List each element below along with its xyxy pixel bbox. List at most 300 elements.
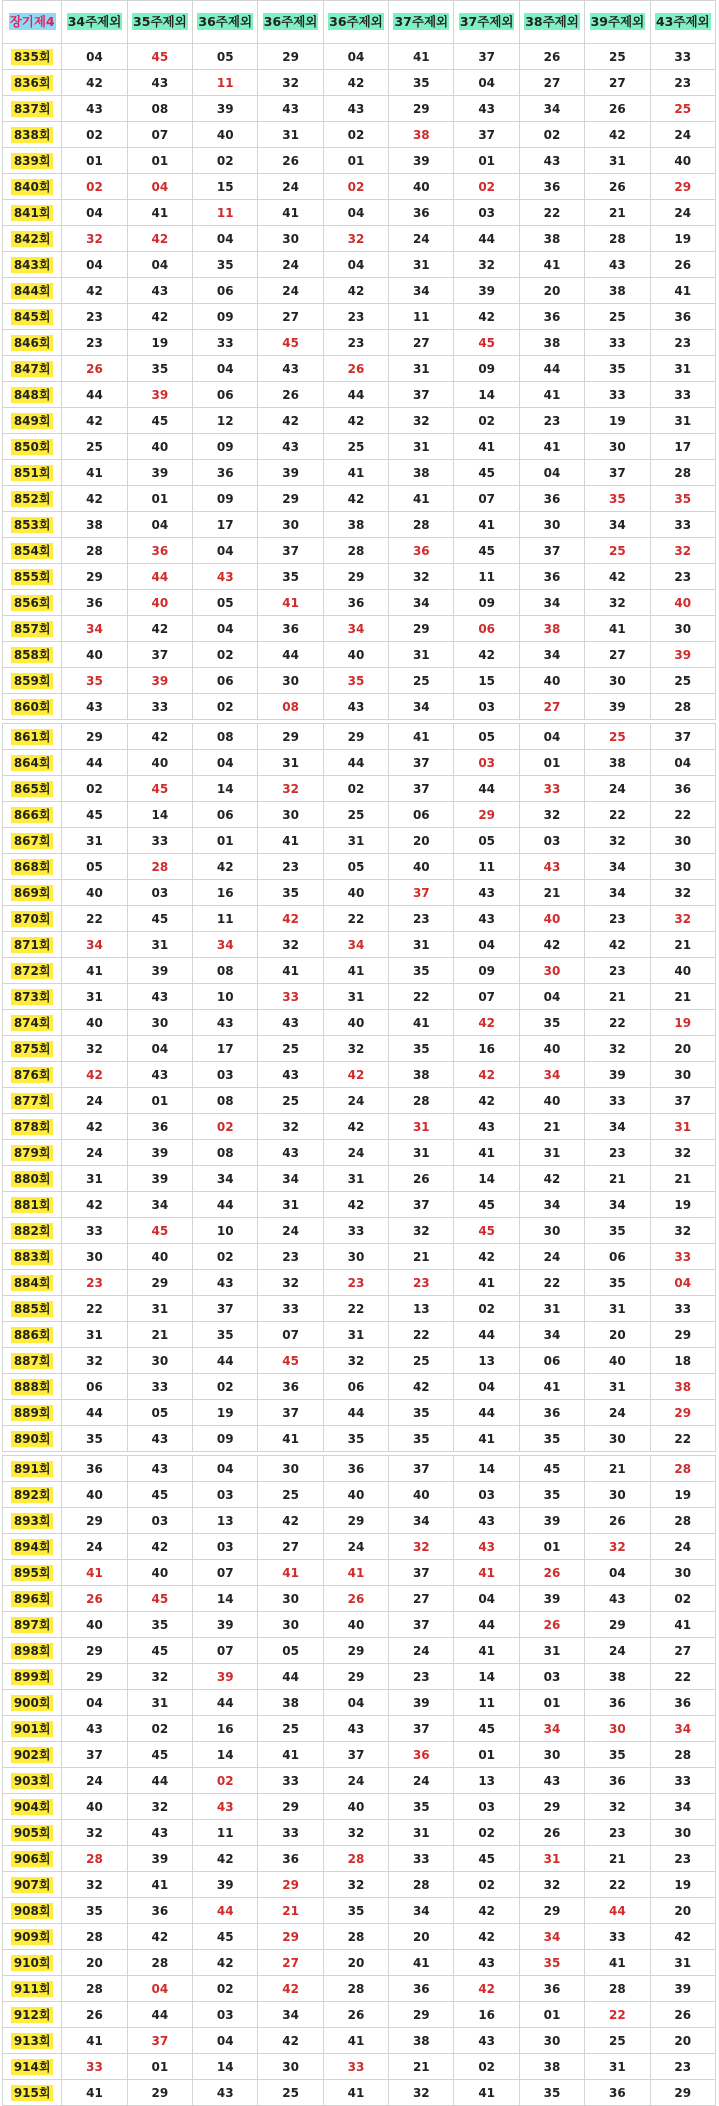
value-cell[interactable]: 44 xyxy=(323,382,388,408)
value-cell[interactable]: 33 xyxy=(650,1768,715,1794)
value-cell[interactable]: 14 xyxy=(127,802,192,828)
value-cell[interactable]: 01 xyxy=(519,2002,584,2028)
value-cell[interactable]: 06 xyxy=(585,1244,650,1270)
round-cell[interactable] xyxy=(3,1296,62,1322)
value-cell[interactable]: 34 xyxy=(585,880,650,906)
value-cell[interactable]: 07 xyxy=(454,486,519,512)
value-cell[interactable]: 34 xyxy=(323,616,388,642)
value-cell[interactable]: 32 xyxy=(650,1140,715,1166)
round-cell[interactable] xyxy=(3,148,62,174)
value-cell[interactable]: 29 xyxy=(258,486,323,512)
value-cell[interactable]: 33 xyxy=(650,1296,715,1322)
round-cell[interactable] xyxy=(3,2002,62,2028)
value-cell[interactable]: 32 xyxy=(323,226,388,252)
value-cell[interactable]: 30 xyxy=(585,1482,650,1508)
value-cell[interactable]: 31 xyxy=(585,1296,650,1322)
value-cell[interactable]: 43 xyxy=(323,96,388,122)
value-cell[interactable]: 35 xyxy=(519,2080,584,2106)
round-cell[interactable] xyxy=(3,854,62,880)
value-cell[interactable]: 19 xyxy=(650,1010,715,1036)
value-cell[interactable]: 37 xyxy=(389,776,454,802)
value-cell[interactable]: 39 xyxy=(193,1664,258,1690)
value-cell[interactable]: 34 xyxy=(650,1716,715,1742)
value-cell[interactable]: 38 xyxy=(389,2028,454,2054)
value-cell[interactable]: 35 xyxy=(323,1426,388,1452)
value-cell[interactable]: 09 xyxy=(193,486,258,512)
value-cell[interactable]: 43 xyxy=(454,2028,519,2054)
value-cell[interactable]: 19 xyxy=(650,1872,715,1898)
value-cell[interactable]: 32 xyxy=(323,1820,388,1846)
value-cell[interactable]: 02 xyxy=(62,122,127,148)
value-cell[interactable]: 17 xyxy=(193,512,258,538)
value-cell[interactable]: 42 xyxy=(519,932,584,958)
value-cell[interactable]: 40 xyxy=(519,1036,584,1062)
value-cell[interactable]: 29 xyxy=(585,1612,650,1638)
value-cell[interactable]: 01 xyxy=(127,148,192,174)
value-cell[interactable]: 04 xyxy=(127,174,192,200)
value-cell[interactable]: 21 xyxy=(585,200,650,226)
round-cell[interactable] xyxy=(3,460,62,486)
value-cell[interactable]: 32 xyxy=(389,1218,454,1244)
value-cell[interactable]: 04 xyxy=(454,1586,519,1612)
value-cell[interactable]: 45 xyxy=(127,1638,192,1664)
value-cell[interactable]: 23 xyxy=(650,2054,715,2080)
value-cell[interactable]: 26 xyxy=(519,1820,584,1846)
value-cell[interactable]: 04 xyxy=(193,616,258,642)
value-cell[interactable]: 37 xyxy=(193,1296,258,1322)
value-cell[interactable]: 32 xyxy=(389,564,454,590)
value-cell[interactable]: 33 xyxy=(127,694,192,720)
value-cell[interactable]: 35 xyxy=(127,1612,192,1638)
value-cell[interactable]: 01 xyxy=(127,1088,192,1114)
value-cell[interactable]: 43 xyxy=(323,1716,388,1742)
value-cell[interactable]: 40 xyxy=(62,1612,127,1638)
value-cell[interactable]: 43 xyxy=(323,694,388,720)
value-cell[interactable]: 44 xyxy=(258,642,323,668)
value-cell[interactable]: 41 xyxy=(323,958,388,984)
value-cell[interactable]: 43 xyxy=(127,1456,192,1482)
round-cell[interactable] xyxy=(3,1664,62,1690)
value-cell[interactable]: 24 xyxy=(389,226,454,252)
value-cell[interactable]: 29 xyxy=(127,2080,192,2106)
value-cell[interactable]: 42 xyxy=(454,1088,519,1114)
value-cell[interactable]: 22 xyxy=(650,1664,715,1690)
round-cell[interactable] xyxy=(3,70,62,96)
value-cell[interactable]: 03 xyxy=(454,1794,519,1820)
value-cell[interactable]: 06 xyxy=(193,278,258,304)
value-cell[interactable]: 44 xyxy=(127,564,192,590)
value-cell[interactable]: 32 xyxy=(585,1534,650,1560)
value-cell[interactable]: 43 xyxy=(193,1794,258,1820)
value-cell[interactable]: 42 xyxy=(650,1924,715,1950)
value-cell[interactable]: 42 xyxy=(62,1062,127,1088)
value-cell[interactable]: 35 xyxy=(389,70,454,96)
value-cell[interactable]: 24 xyxy=(258,174,323,200)
value-cell[interactable]: 40 xyxy=(650,148,715,174)
value-cell[interactable]: 41 xyxy=(650,1612,715,1638)
value-cell[interactable]: 43 xyxy=(62,96,127,122)
value-cell[interactable]: 28 xyxy=(62,1976,127,2002)
value-cell[interactable]: 30 xyxy=(650,828,715,854)
value-cell[interactable]: 10 xyxy=(193,984,258,1010)
value-cell[interactable]: 30 xyxy=(127,1010,192,1036)
value-cell[interactable]: 42 xyxy=(323,278,388,304)
value-cell[interactable]: 37 xyxy=(389,1192,454,1218)
value-cell[interactable]: 43 xyxy=(585,1586,650,1612)
value-cell[interactable]: 30 xyxy=(650,854,715,880)
value-cell[interactable]: 44 xyxy=(454,1612,519,1638)
value-cell[interactable]: 34 xyxy=(519,1322,584,1348)
value-cell[interactable]: 28 xyxy=(127,854,192,880)
value-cell[interactable]: 39 xyxy=(389,148,454,174)
value-cell[interactable]: 30 xyxy=(127,1348,192,1374)
value-cell[interactable]: 35 xyxy=(389,1426,454,1452)
value-cell[interactable]: 30 xyxy=(519,958,584,984)
value-cell[interactable]: 36 xyxy=(389,1976,454,2002)
value-cell[interactable]: 39 xyxy=(127,958,192,984)
value-cell[interactable]: 39 xyxy=(193,96,258,122)
value-cell[interactable]: 39 xyxy=(127,1846,192,1872)
value-cell[interactable]: 31 xyxy=(323,1166,388,1192)
round-cell[interactable] xyxy=(3,1322,62,1348)
value-cell[interactable]: 42 xyxy=(585,564,650,590)
value-cell[interactable]: 26 xyxy=(323,1586,388,1612)
value-cell[interactable]: 42 xyxy=(62,1114,127,1140)
value-cell[interactable]: 42 xyxy=(454,1010,519,1036)
value-cell[interactable]: 13 xyxy=(193,1508,258,1534)
value-cell[interactable]: 41 xyxy=(454,2080,519,2106)
value-cell[interactable]: 30 xyxy=(62,1244,127,1270)
value-cell[interactable]: 07 xyxy=(127,122,192,148)
value-cell[interactable]: 01 xyxy=(127,2054,192,2080)
value-cell[interactable]: 02 xyxy=(454,1872,519,1898)
round-cell[interactable] xyxy=(3,1010,62,1036)
value-cell[interactable]: 32 xyxy=(585,1794,650,1820)
value-cell[interactable]: 30 xyxy=(585,434,650,460)
value-cell[interactable]: 26 xyxy=(323,2002,388,2028)
value-cell[interactable]: 43 xyxy=(519,148,584,174)
value-cell[interactable]: 42 xyxy=(519,1166,584,1192)
value-cell[interactable]: 24 xyxy=(258,278,323,304)
value-cell[interactable]: 38 xyxy=(650,1374,715,1400)
value-cell[interactable]: 40 xyxy=(323,642,388,668)
value-cell[interactable]: 21 xyxy=(258,1898,323,1924)
value-cell[interactable]: 31 xyxy=(389,642,454,668)
value-cell[interactable]: 05 xyxy=(193,590,258,616)
value-cell[interactable]: 04 xyxy=(127,512,192,538)
value-cell[interactable]: 42 xyxy=(62,1192,127,1218)
value-cell[interactable]: 06 xyxy=(193,802,258,828)
value-cell[interactable]: 29 xyxy=(62,724,127,750)
round-cell[interactable] xyxy=(3,750,62,776)
value-cell[interactable]: 30 xyxy=(585,668,650,694)
value-cell[interactable]: 29 xyxy=(323,724,388,750)
value-cell[interactable]: 35 xyxy=(585,486,650,512)
column-header[interactable] xyxy=(454,1,519,44)
value-cell[interactable]: 11 xyxy=(454,564,519,590)
value-cell[interactable]: 11 xyxy=(193,906,258,932)
value-cell[interactable]: 43 xyxy=(585,252,650,278)
value-cell[interactable]: 42 xyxy=(127,1924,192,1950)
value-cell[interactable]: 41 xyxy=(389,486,454,512)
value-cell[interactable]: 41 xyxy=(323,2028,388,2054)
value-cell[interactable]: 13 xyxy=(454,1348,519,1374)
value-cell[interactable]: 13 xyxy=(389,1296,454,1322)
value-cell[interactable]: 14 xyxy=(193,776,258,802)
value-cell[interactable]: 29 xyxy=(519,1898,584,1924)
value-cell[interactable]: 36 xyxy=(62,1456,127,1482)
round-cell[interactable] xyxy=(3,2054,62,2080)
value-cell[interactable]: 36 xyxy=(650,304,715,330)
value-cell[interactable]: 45 xyxy=(454,1192,519,1218)
round-cell[interactable] xyxy=(3,932,62,958)
value-cell[interactable]: 21 xyxy=(127,1322,192,1348)
value-cell[interactable]: 32 xyxy=(650,880,715,906)
value-cell[interactable]: 04 xyxy=(193,538,258,564)
value-cell[interactable]: 44 xyxy=(193,1192,258,1218)
value-cell[interactable]: 07 xyxy=(258,1322,323,1348)
value-cell[interactable]: 33 xyxy=(193,330,258,356)
value-cell[interactable]: 03 xyxy=(127,1508,192,1534)
value-cell[interactable]: 29 xyxy=(650,1400,715,1426)
round-cell[interactable] xyxy=(3,356,62,382)
value-cell[interactable]: 43 xyxy=(519,1768,584,1794)
value-cell[interactable]: 33 xyxy=(585,1924,650,1950)
value-cell[interactable]: 39 xyxy=(193,1612,258,1638)
value-cell[interactable]: 40 xyxy=(323,1612,388,1638)
value-cell[interactable]: 43 xyxy=(258,1062,323,1088)
value-cell[interactable]: 05 xyxy=(323,854,388,880)
value-cell[interactable]: 11 xyxy=(454,854,519,880)
value-cell[interactable]: 22 xyxy=(650,802,715,828)
value-cell[interactable]: 32 xyxy=(258,1270,323,1296)
value-cell[interactable]: 14 xyxy=(454,382,519,408)
value-cell[interactable]: 29 xyxy=(258,1872,323,1898)
value-cell[interactable]: 33 xyxy=(519,776,584,802)
value-cell[interactable]: 23 xyxy=(519,408,584,434)
value-cell[interactable]: 45 xyxy=(454,460,519,486)
value-cell[interactable]: 04 xyxy=(585,1560,650,1586)
value-cell[interactable]: 29 xyxy=(62,1638,127,1664)
value-cell[interactable]: 04 xyxy=(193,2028,258,2054)
value-cell[interactable]: 45 xyxy=(127,1482,192,1508)
value-cell[interactable]: 02 xyxy=(323,174,388,200)
value-cell[interactable]: 08 xyxy=(193,1088,258,1114)
value-cell[interactable]: 41 xyxy=(62,2080,127,2106)
value-cell[interactable]: 34 xyxy=(258,1166,323,1192)
value-cell[interactable]: 23 xyxy=(585,1140,650,1166)
value-cell[interactable]: 23 xyxy=(585,958,650,984)
value-cell[interactable]: 25 xyxy=(585,538,650,564)
value-cell[interactable]: 26 xyxy=(585,1508,650,1534)
value-cell[interactable]: 41 xyxy=(258,1742,323,1768)
value-cell[interactable]: 43 xyxy=(519,854,584,880)
value-cell[interactable]: 41 xyxy=(127,200,192,226)
value-cell[interactable]: 38 xyxy=(519,616,584,642)
value-cell[interactable]: 36 xyxy=(389,538,454,564)
value-cell[interactable]: 45 xyxy=(258,330,323,356)
column-header[interactable] xyxy=(323,1,388,44)
value-cell[interactable]: 32 xyxy=(258,1114,323,1140)
value-cell[interactable]: 31 xyxy=(519,1846,584,1872)
value-cell[interactable]: 33 xyxy=(127,1374,192,1400)
value-cell[interactable]: 32 xyxy=(62,1036,127,1062)
round-cell[interactable] xyxy=(3,434,62,460)
value-cell[interactable]: 33 xyxy=(650,512,715,538)
round-cell[interactable] xyxy=(3,1768,62,1794)
round-cell[interactable] xyxy=(3,1976,62,2002)
value-cell[interactable]: 31 xyxy=(389,1820,454,1846)
value-cell[interactable]: 40 xyxy=(585,1348,650,1374)
value-cell[interactable]: 34 xyxy=(585,512,650,538)
value-cell[interactable]: 03 xyxy=(454,1482,519,1508)
value-cell[interactable]: 36 xyxy=(127,1114,192,1140)
column-header[interactable] xyxy=(127,1,192,44)
value-cell[interactable]: 04 xyxy=(454,1374,519,1400)
value-cell[interactable]: 21 xyxy=(650,984,715,1010)
value-cell[interactable]: 40 xyxy=(519,668,584,694)
value-cell[interactable]: 30 xyxy=(258,668,323,694)
value-cell[interactable]: 30 xyxy=(650,1062,715,1088)
value-cell[interactable]: 14 xyxy=(193,2054,258,2080)
value-cell[interactable]: 42 xyxy=(258,1508,323,1534)
value-cell[interactable]: 25 xyxy=(258,1036,323,1062)
value-cell[interactable]: 22 xyxy=(389,1322,454,1348)
value-cell[interactable]: 22 xyxy=(585,802,650,828)
value-cell[interactable]: 23 xyxy=(650,564,715,590)
value-cell[interactable]: 22 xyxy=(650,1426,715,1452)
value-cell[interactable]: 23 xyxy=(389,1664,454,1690)
value-cell[interactable]: 31 xyxy=(585,148,650,174)
value-cell[interactable]: 30 xyxy=(258,1456,323,1482)
round-cell[interactable] xyxy=(3,1690,62,1716)
value-cell[interactable]: 21 xyxy=(650,932,715,958)
value-cell[interactable]: 26 xyxy=(585,174,650,200)
value-cell[interactable]: 24 xyxy=(323,1534,388,1560)
value-cell[interactable]: 28 xyxy=(323,1976,388,2002)
value-cell[interactable]: 28 xyxy=(585,226,650,252)
value-cell[interactable]: 22 xyxy=(519,200,584,226)
value-cell[interactable]: 31 xyxy=(650,1950,715,1976)
value-cell[interactable]: 20 xyxy=(323,1950,388,1976)
value-cell[interactable]: 31 xyxy=(389,1114,454,1140)
value-cell[interactable]: 23 xyxy=(389,1270,454,1296)
value-cell[interactable]: 26 xyxy=(62,2002,127,2028)
round-cell[interactable] xyxy=(3,1062,62,1088)
value-cell[interactable]: 31 xyxy=(519,1140,584,1166)
value-cell[interactable]: 24 xyxy=(650,122,715,148)
value-cell[interactable]: 24 xyxy=(258,252,323,278)
value-cell[interactable]: 43 xyxy=(454,1950,519,1976)
value-cell[interactable]: 34 xyxy=(389,278,454,304)
value-cell[interactable]: 02 xyxy=(193,694,258,720)
value-cell[interactable]: 31 xyxy=(62,1166,127,1192)
value-cell[interactable]: 31 xyxy=(62,984,127,1010)
value-cell[interactable]: 22 xyxy=(323,1296,388,1322)
value-cell[interactable]: 35 xyxy=(62,1898,127,1924)
value-cell[interactable]: 02 xyxy=(127,1716,192,1742)
value-cell[interactable]: 37 xyxy=(454,122,519,148)
value-cell[interactable]: 43 xyxy=(258,434,323,460)
value-cell[interactable]: 23 xyxy=(650,330,715,356)
value-cell[interactable]: 42 xyxy=(127,1534,192,1560)
round-cell[interactable] xyxy=(3,1898,62,1924)
value-cell[interactable]: 08 xyxy=(193,1140,258,1166)
value-cell[interactable]: 29 xyxy=(258,724,323,750)
value-cell[interactable]: 37 xyxy=(323,1742,388,1768)
value-cell[interactable]: 28 xyxy=(650,1456,715,1482)
value-cell[interactable]: 40 xyxy=(127,750,192,776)
value-cell[interactable]: 29 xyxy=(519,1794,584,1820)
round-cell[interactable] xyxy=(3,694,62,720)
value-cell[interactable]: 41 xyxy=(62,460,127,486)
value-cell[interactable]: 35 xyxy=(585,1218,650,1244)
value-cell[interactable]: 27 xyxy=(258,304,323,330)
round-cell[interactable] xyxy=(3,1924,62,1950)
value-cell[interactable]: 32 xyxy=(323,1036,388,1062)
value-cell[interactable]: 24 xyxy=(62,1534,127,1560)
value-cell[interactable]: 40 xyxy=(193,122,258,148)
value-cell[interactable]: 44 xyxy=(454,226,519,252)
value-cell[interactable]: 38 xyxy=(519,226,584,252)
value-cell[interactable]: 04 xyxy=(193,356,258,382)
value-cell[interactable]: 21 xyxy=(585,1846,650,1872)
value-cell[interactable]: 02 xyxy=(454,1820,519,1846)
value-cell[interactable]: 44 xyxy=(519,356,584,382)
round-cell[interactable] xyxy=(3,642,62,668)
round-cell[interactable] xyxy=(3,668,62,694)
value-cell[interactable]: 42 xyxy=(323,1192,388,1218)
value-cell[interactable]: 05 xyxy=(62,854,127,880)
value-cell[interactable]: 21 xyxy=(585,1456,650,1482)
value-cell[interactable]: 31 xyxy=(519,1638,584,1664)
value-cell[interactable]: 41 xyxy=(454,512,519,538)
value-cell[interactable]: 16 xyxy=(193,880,258,906)
value-cell[interactable]: 38 xyxy=(519,2054,584,2080)
value-cell[interactable]: 32 xyxy=(62,1348,127,1374)
value-cell[interactable]: 44 xyxy=(62,1400,127,1426)
value-cell[interactable]: 25 xyxy=(585,44,650,70)
value-cell[interactable]: 41 xyxy=(519,1374,584,1400)
round-cell[interactable] xyxy=(3,278,62,304)
value-cell[interactable]: 03 xyxy=(127,880,192,906)
value-cell[interactable]: 34 xyxy=(62,616,127,642)
value-cell[interactable]: 39 xyxy=(258,460,323,486)
value-cell[interactable]: 29 xyxy=(62,564,127,590)
value-cell[interactable]: 38 xyxy=(519,330,584,356)
round-cell[interactable] xyxy=(3,1586,62,1612)
column-header[interactable] xyxy=(519,1,584,44)
value-cell[interactable]: 43 xyxy=(454,1508,519,1534)
value-cell[interactable]: 41 xyxy=(62,1560,127,1586)
value-cell[interactable]: 40 xyxy=(323,1482,388,1508)
value-cell[interactable]: 03 xyxy=(193,2002,258,2028)
value-cell[interactable]: 20 xyxy=(389,1924,454,1950)
round-cell[interactable] xyxy=(3,1218,62,1244)
value-cell[interactable]: 15 xyxy=(193,174,258,200)
value-cell[interactable]: 02 xyxy=(650,1586,715,1612)
value-cell[interactable]: 04 xyxy=(323,1690,388,1716)
value-cell[interactable]: 04 xyxy=(323,252,388,278)
value-cell[interactable]: 06 xyxy=(323,1374,388,1400)
value-cell[interactable]: 32 xyxy=(519,1872,584,1898)
round-cell[interactable] xyxy=(3,776,62,802)
value-cell[interactable]: 33 xyxy=(258,1768,323,1794)
round-cell[interactable] xyxy=(3,724,62,750)
value-cell[interactable]: 33 xyxy=(323,1218,388,1244)
value-cell[interactable]: 29 xyxy=(127,1270,192,1296)
value-cell[interactable]: 36 xyxy=(389,200,454,226)
